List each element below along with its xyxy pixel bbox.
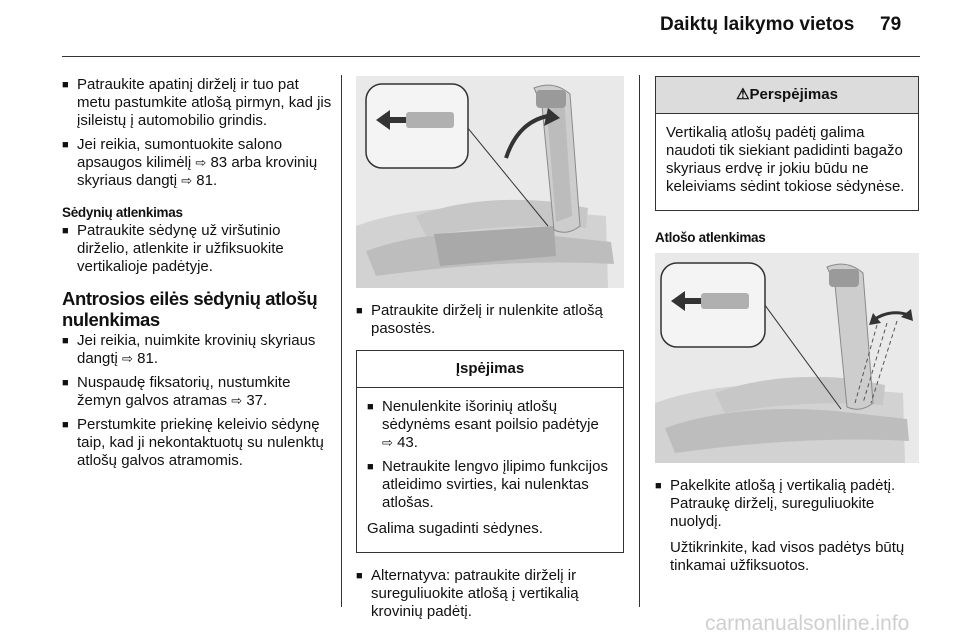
notice-footer: Galima sugadinti sėdynes. — [367, 520, 543, 537]
warning-box — [655, 76, 919, 211]
subsection-title: Sėdynių atlenkimas — [62, 205, 183, 220]
page-ref-arrow-icon[interactable]: ⇨ — [231, 393, 243, 408]
seat-fold-illustration — [356, 76, 624, 288]
list-item: ■ Netraukite lengvo įlipimo funkcijos atleidimo svirties, kai nulenktas atlošas. — [367, 458, 613, 512]
page-ref[interactable]: 81 — [137, 350, 154, 367]
warning-text: Vertikalią atlošų padėtį galima naudoti tik siekiant padidinti bagažo skyriaus erdvę ir jokiu būdu ne keleiviams sėdint tokiose sėdynėse. — [666, 124, 905, 195]
page-ref-arrow-icon[interactable]: ⇨ — [181, 173, 193, 188]
list-item: ■ Alternatyva: patraukite dirželį ir sureguliuokite atlošą į vertikalią krovinių padėtį. — [356, 567, 624, 621]
seat-raise-illustration — [655, 253, 919, 463]
list-item: ■ Nenulenkite išorinių atlošų sėdynėms esant poilsio padėtyje ⇨ 43. — [367, 398, 613, 452]
page-ref[interactable]: 81 — [196, 172, 213, 189]
notice-box — [356, 350, 624, 553]
list-item: ■ Patraukite sėdynę už viršutinio dirželio, atlenkite ir užfiksuokite vertikalioje padėtyje. — [62, 222, 332, 276]
warning-triangle-icon: ⚠ — [736, 86, 750, 103]
column-3 — [655, 76, 919, 581]
page-ref-arrow-icon[interactable]: ⇨ — [195, 155, 207, 170]
subsection-title: Atlošo atlenkimas — [655, 230, 766, 245]
section-heading: Antrosios eilės sėdynių atlošų nulenkimas — [62, 288, 318, 330]
list-item: ■ Patraukite dirželį ir nulenkite atlošą pasostės. — [356, 302, 624, 338]
header-rule — [62, 56, 920, 57]
column-1 — [62, 76, 332, 476]
page-ref-arrow-icon[interactable]: ⇨ — [122, 351, 133, 366]
column-rule-1 — [341, 75, 342, 607]
paragraph: Užtikrinkite, kad visos padėtys būtų tinkamai užfiksuotos. — [670, 539, 905, 574]
column-2 — [356, 76, 624, 627]
page-ref[interactable]: 83 — [210, 154, 228, 171]
list-item: ■ Perstumkite priekinę keleivio sėdynę taip, kad ji nekontaktuotų su nulenktų atlošų galvos atramomis. — [62, 416, 332, 470]
seat-fold-drawing — [356, 76, 624, 288]
list-item: ■ Nuspaudę fiksatorių, nustumkite žemyn galvos atramas ⇨ 37. — [62, 374, 332, 410]
list-item: ■ Pakelkite atlošą į vertikalią padėtį. Patraukę dirželį, sureguliuokite nuolydį. — [655, 477, 919, 531]
page-ref[interactable]: 37 — [246, 392, 263, 409]
page-number: 79 — [880, 14, 902, 35]
page-ref[interactable]: 43 — [397, 434, 414, 451]
column-rule-2 — [639, 75, 640, 607]
page-ref-arrow-icon[interactable]: ⇨ — [382, 435, 393, 450]
list-item: ■ Jei reikia, nuimkite krovinių skyriaus dangtį ⇨ 81. — [62, 332, 332, 368]
list-item: ■ Jei reikia, sumontuokite salono apsaugos kilimėlį ⇨ 83 arba krovinių skyriaus dangtį ⇨ 81. — [62, 136, 332, 190]
watermark: carmanualsonline.info — [705, 612, 910, 635]
seat-raise-drawing — [655, 253, 919, 463]
page-header-title: Daiktų laikymo vietos — [660, 14, 855, 35]
warning-title: ⚠Perspėjimas — [656, 77, 918, 114]
list-item: ■ Patraukite apatinį dirželį ir tuo pat metu pastumkite atlošą pirmyn, kad jis įsileistų į automobilio grindis. — [62, 76, 332, 130]
notice-title: Įspėjimas — [357, 351, 623, 388]
